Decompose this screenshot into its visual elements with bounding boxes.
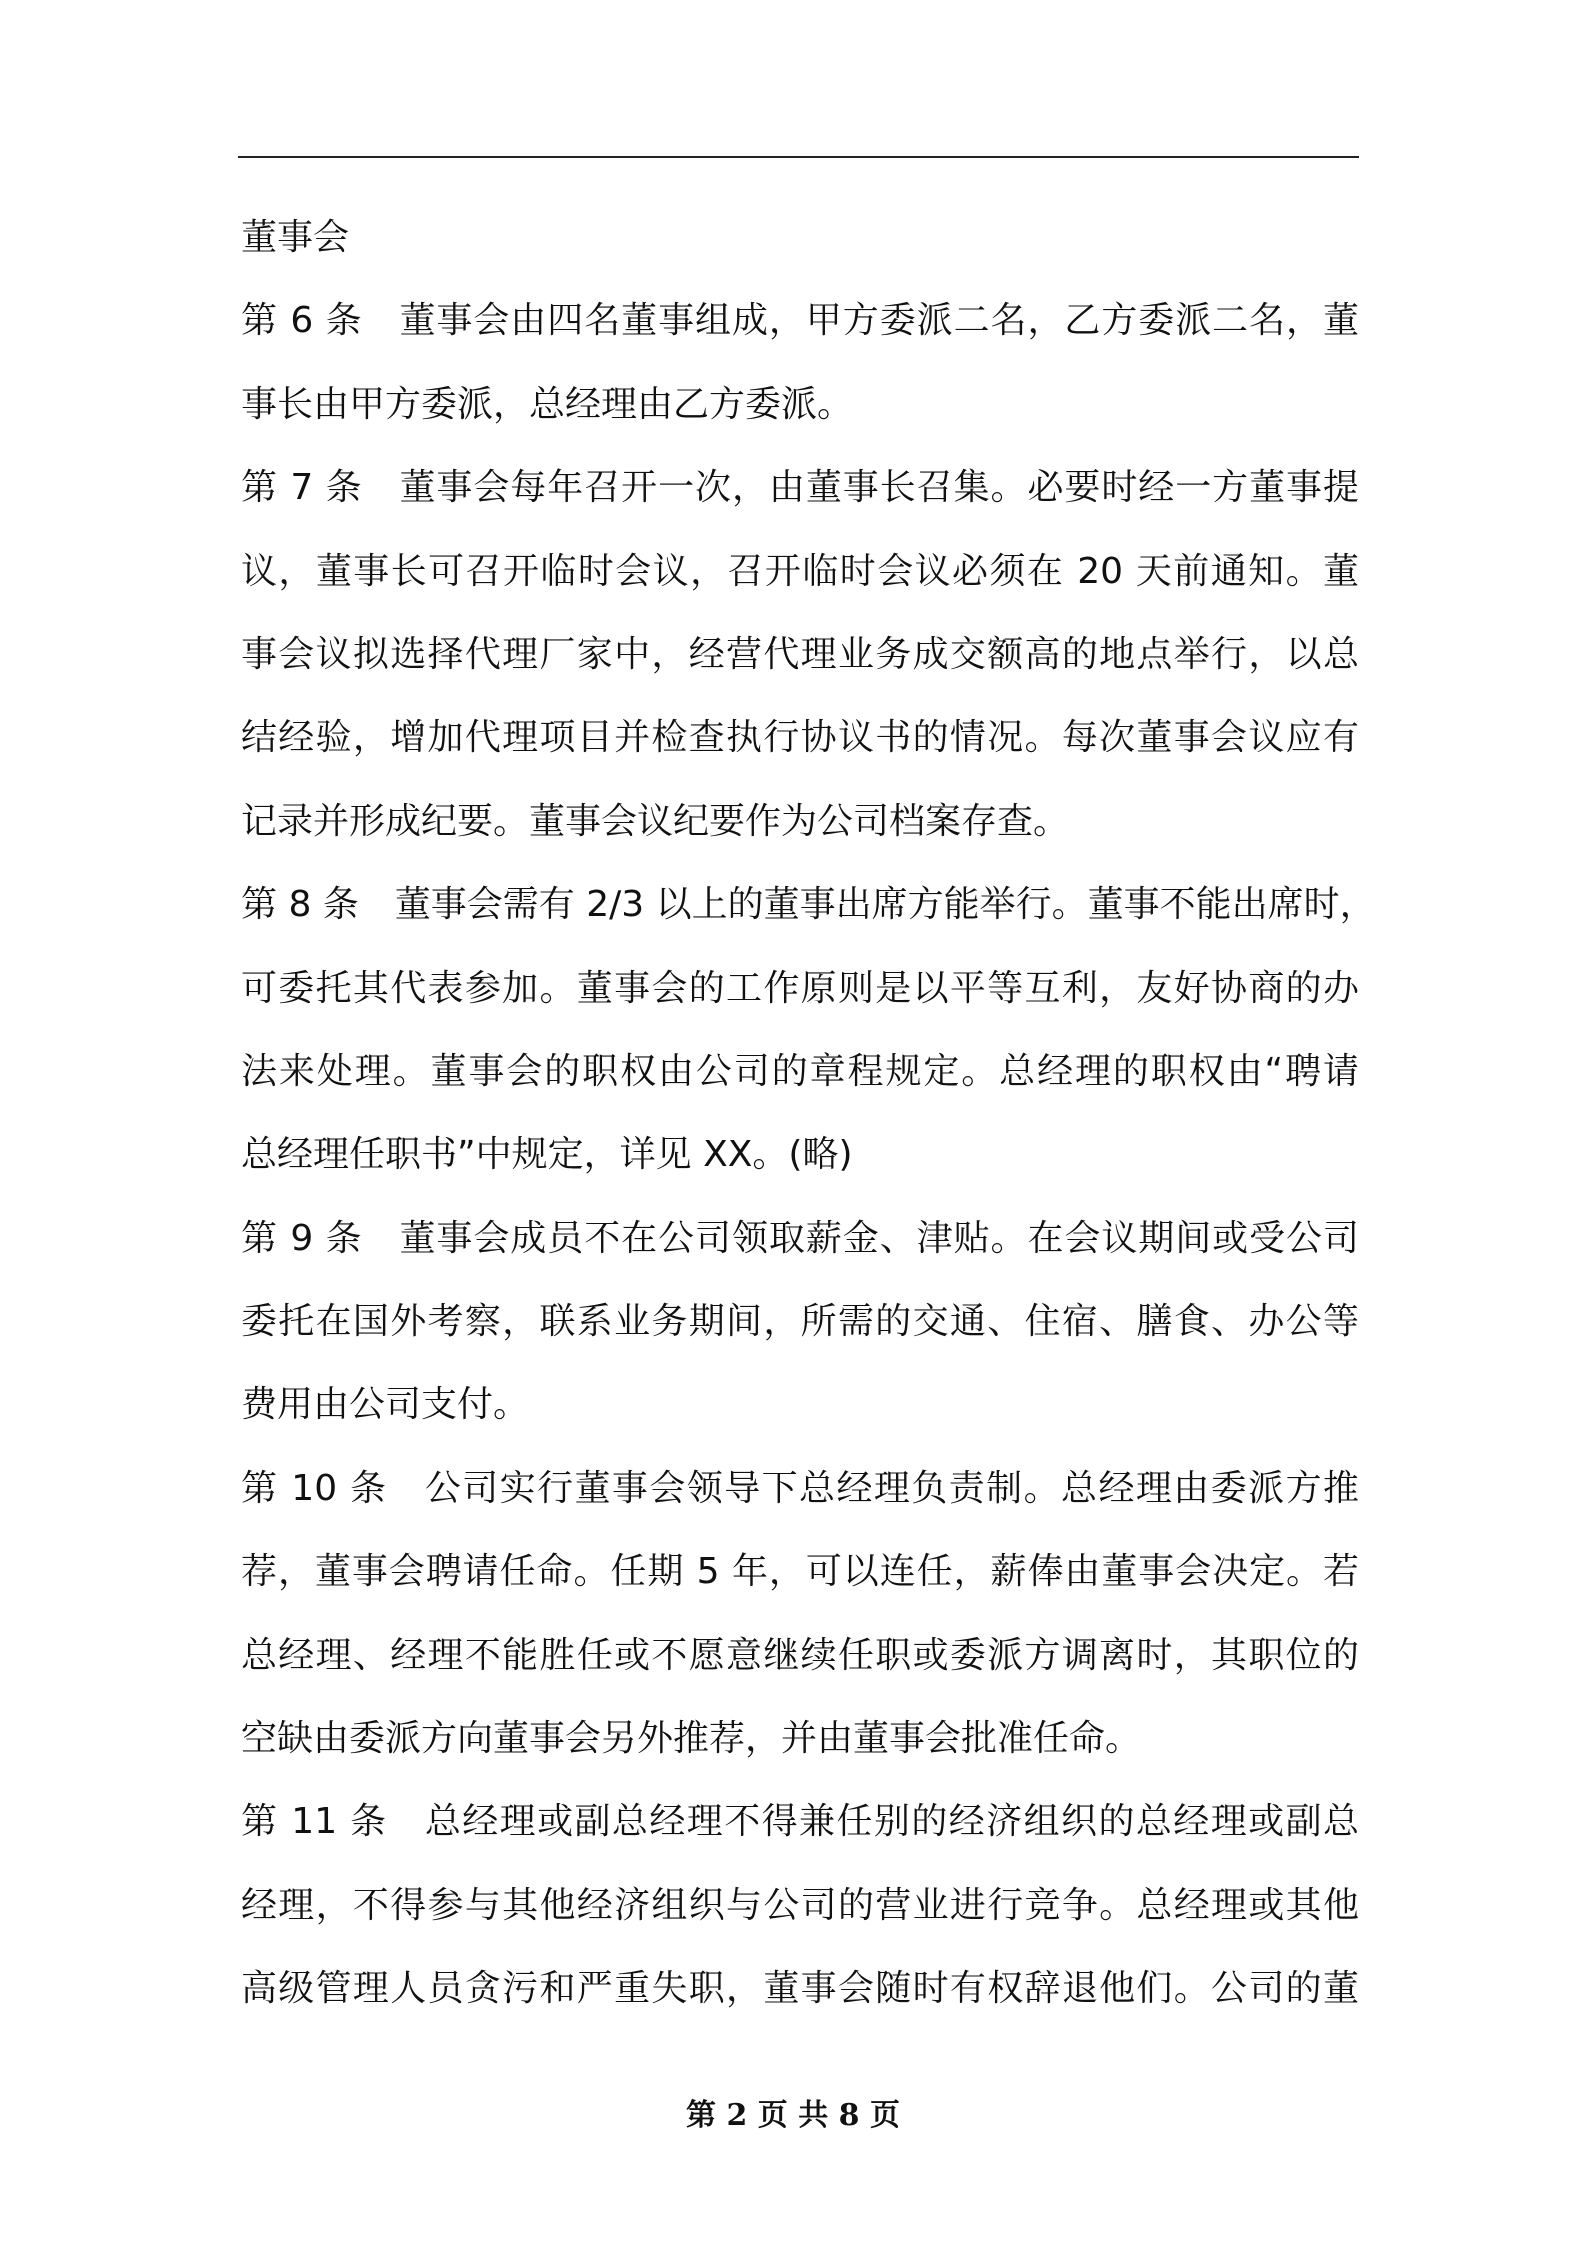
- text-line: 可委托其代表参加。董事会的工作原则是以平等互利，友好协商的办: [241, 967, 1359, 1009]
- text-line: 荐，董事会聘请任命。任期 5 年，可以连任，薪俸由董事会决定。若: [241, 1551, 1359, 1593]
- text-line: 第 8 条 董事会需有 2/3 以上的董事出席方能举行。董事不能出席时，: [241, 884, 1376, 926]
- text-line: 第 11 条 总经理或副总经理不得兼任别的经济组织的总经理或副总: [241, 1801, 1359, 1843]
- text-line: 委托在国外考察，联系业务期间，所需的交通、住宿、膳食、办公等: [241, 1301, 1359, 1343]
- text-line: 第 9 条 董事会成员不在公司领取薪金、津贴。在会议期间或受公司: [241, 1217, 1359, 1259]
- text-line: 经理，不得参与其他经济组织与公司的营业进行竞争。总经理或其他: [241, 1884, 1359, 1926]
- text-line: 总经理任职书”中规定，详见 XX。(略): [241, 1134, 853, 1176]
- text-line: 事会议拟选择代理厂家中，经营代理业务成交额高的地点举行，以总: [241, 633, 1359, 675]
- text-line: 第 7 条 董事会每年召开一次，由董事长召集。必要时经一方董事提: [241, 467, 1359, 509]
- text-line: 结经验，增加代理项目并检查执行协议书的情况。每次董事会议应有: [241, 717, 1359, 759]
- text-line: 费用由公司支付。: [241, 1384, 530, 1426]
- text-line: 空缺由委派方向董事会另外推荐，并由董事会批准任命。: [241, 1718, 1142, 1760]
- text-line: 议，董事长可召开临时会议，召开临时会议必须在 20 天前通知。董: [241, 550, 1359, 592]
- header-rule: [238, 156, 1359, 158]
- document-body: [241, 196, 1376, 2031]
- text-line: 第 6 条 董事会由四名董事组成，甲方委派二名，乙方委派二名，董: [241, 300, 1359, 342]
- text-line: 记录并形成纪要。董事会议纪要作为公司档案存查。: [241, 800, 1070, 842]
- text-line: 事长由甲方委派，总经理由乙方委派。: [241, 383, 854, 425]
- text-line: 法来处理。董事会的职权由公司的章程规定。总经理的职权由“聘请: [241, 1050, 1359, 1092]
- section-heading: 董事会: [241, 217, 350, 258]
- page-number-footer: 第 2 页 共 8 页: [686, 2098, 900, 2133]
- text-line: 第 10 条 公司实行董事会领导下总经理负责制。总经理由委派方推: [241, 1467, 1359, 1509]
- text-line: 总经理、经理不能胜任或不愿意继续任职或委派方调离时，其职位的: [241, 1634, 1359, 1676]
- text-line: 高级管理人员贪污和严重失职，董事会随时有权辞退他们。公司的董: [241, 1968, 1359, 2010]
